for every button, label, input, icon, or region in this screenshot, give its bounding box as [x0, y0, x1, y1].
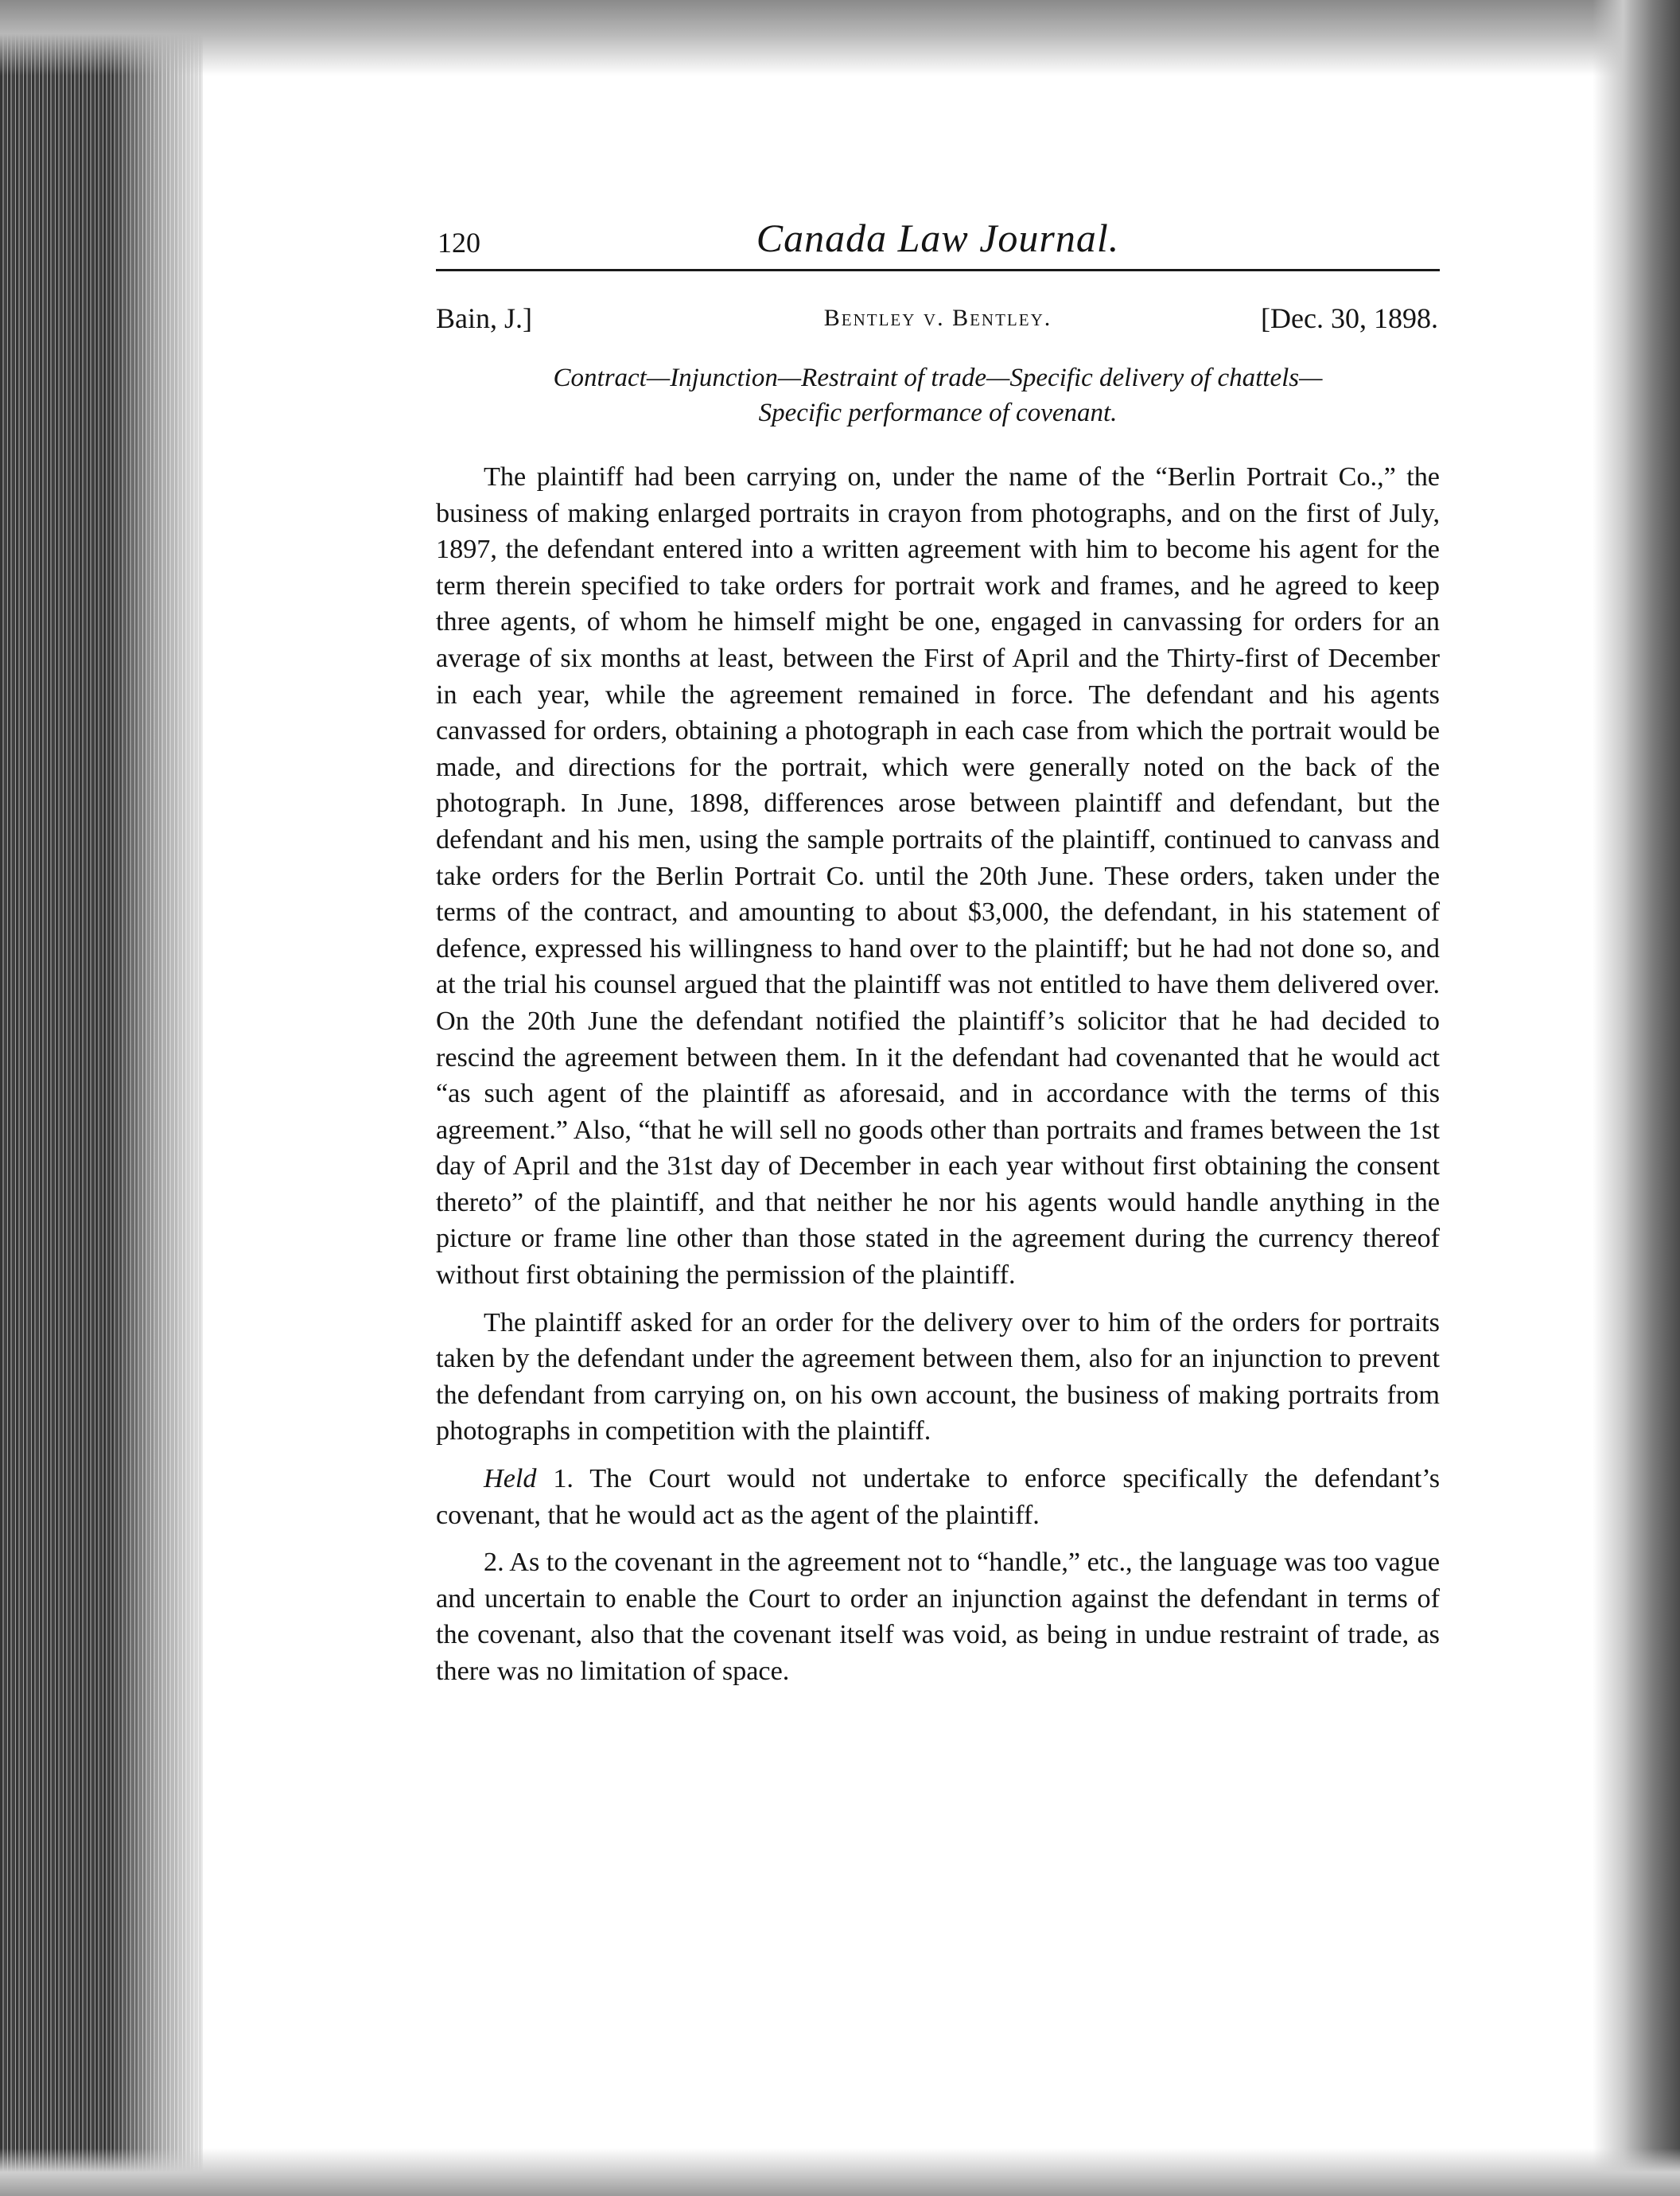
- header-rule: [436, 269, 1440, 271]
- case-title: Bentley v. Bentley.: [823, 305, 1052, 331]
- headnote-line-1: Contract—Injunction—Restraint of trade—Specific delivery of chattels—: [553, 364, 1323, 392]
- case-date: [Dec. 30, 1898.: [1261, 302, 1438, 334]
- paragraph-held-1: [436, 1461, 1440, 1533]
- headnote: [436, 360, 1440, 430]
- headnote-line-2: Specific performance of covenant.: [758, 399, 1118, 427]
- scan-top-edge: [0, 0, 1680, 76]
- scan-bottom-edge: [0, 2148, 1680, 2196]
- running-head: [436, 215, 1440, 267]
- case-body: [436, 459, 1440, 1690]
- held-1-text: 1. The Court would not undertake to enforce specifically the defendant’s covenant, that he would act as the agent of the plaintiff.: [436, 1464, 1440, 1530]
- page-number: 120: [438, 227, 480, 259]
- journal-title: Canada Law Journal.: [756, 216, 1120, 260]
- scan-right-edge: [1592, 0, 1680, 2196]
- paragraph-held-2: 2. As to the covenant in the agreement not to “handle,” etc., the language was too vague and uncertain to enable the Court to order an injunction against the defendant in terms of the covenant, also that the covenant itself was void, as being in undue restraint of trade, as there was no limitation of space.: [436, 1548, 1440, 1686]
- case-line: [436, 302, 1440, 338]
- paragraph-relief-sought: The plaintiff asked for an order for the delivery over to him of the orders for portraits taken by the defendant under the agreement between them, also for an injunction to prevent the defendant from carrying on, on his own account, the business of making portraits from photographs in competition with the plaintiff.: [436, 1307, 1440, 1446]
- scan-left-edge-fade: [111, 0, 223, 2196]
- paragraph-facts: The plaintiff had been carrying on, under the name of the “Berlin Portrait Co.,” the business of making enlarged portraits in crayon from photographs, and on the first of July, 1897, the defendant entered into a written agreement with him to become his agent for the term therein specified to take orders for portrait work and frames, and he agreed to keep three agents, of whom he himself might be one, engaged in canvassing for orders for an average of six months at least, between the First of April and the Thirty-first of December in each year, while the agreement remained in force. The defendant and his agents canvassed for orders, obtaining a photograph in each case from which the portrait would be made, and directions for the portrait, which were generally noted on the back of the photograph. In June, 1898, differences arose between plaintiff and defendant, but the defendant and his men, using the sample portraits of the plaintiff, continued to canvass and take orders for the Berlin Portrait Co. until the 20th June. These orders, taken under the terms of the contract, and amounting to about $3,000, the defendant, in his statement of defence, expressed his willingness to hand over to the plaintiff; but he had not done so, and at the trial his counsel argued that the plaintiff was not entitled to have them delivered over. On the 20th June the defendant notified the plaintiff’s solicitor that he had decided to rescind the agreement between them. In it the defendant had covenanted that he would act “as such agent of the plaintiff as aforesaid, and in accordance with the terms of this agreement.” Also, “that he will sell no goods other than portraits and frames between the 1st day of April and the 31st day of December in each year without first obtaining the consent thereto” of the plaintiff, and that neither he nor his agents would handle anything in the picture or frame line other than those stated in the agreement during the currency thereof without first obtaining the permission of the plaintiff.: [436, 462, 1440, 1291]
- journal-page: [436, 215, 1440, 1690]
- case-judge: Bain, J.]: [436, 302, 532, 334]
- held-label: Held: [484, 1464, 537, 1494]
